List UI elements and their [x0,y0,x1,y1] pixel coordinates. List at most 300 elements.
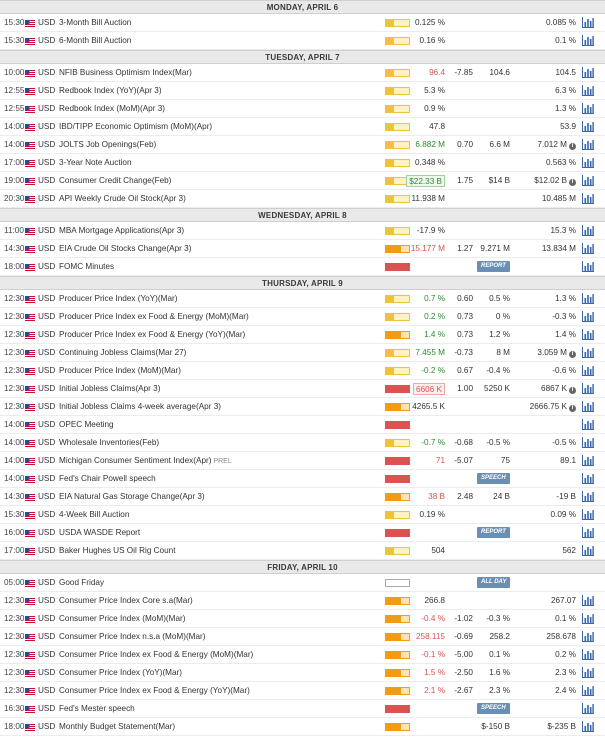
us-flag-icon [25,598,35,605]
info-icon[interactable]: i [569,405,576,412]
previous-text: $12.02 B [534,176,567,185]
bar-chart-icon[interactable] [582,613,594,624]
importance-indicator [385,141,410,149]
event-name-text: Wholesale Inventories(Feb) [59,438,160,447]
previous-text: 1.4 % [555,330,576,339]
event-name-text: Producer Price Index (MoM)(Mar) [59,366,181,375]
event-time: 12:30 [4,402,25,411]
actual-value: 0.7 % [424,294,445,303]
actual-value: 47.8 [429,122,445,131]
event-row[interactable] [0,470,605,488]
importance-fill [386,38,394,44]
day-header: WEDNESDAY, APRIL 8 [0,208,605,222]
event-row[interactable] [0,14,605,32]
importance-fill [386,494,401,500]
event-name-text: MBA Mortgage Applications(Apr 3) [59,226,185,235]
bar-chart-icon[interactable] [582,329,594,340]
event-currency: USD [38,578,56,587]
deviation-value: 0.73 [457,312,473,321]
event-name[interactable] [59,154,132,172]
event-row[interactable] [0,258,605,276]
importance-indicator [385,633,410,641]
event-row[interactable] [0,32,605,50]
event-row[interactable] [0,308,605,326]
us-flag-icon [25,38,35,45]
bar-chart-icon[interactable] [582,383,594,394]
event-time: 14:30 [4,492,25,501]
bar-chart-icon[interactable] [582,685,594,696]
bar-chart-icon[interactable] [582,293,594,304]
consensus-value: 8 M [496,348,510,357]
bar-chart-icon[interactable] [582,121,594,132]
consensus-value: 2.3 % [489,686,510,695]
event-row[interactable] [0,222,605,240]
event-name-text: Consumer Price Index ex Food & Energy (YoY)(Mar) [59,686,250,695]
event-currency: USD [38,614,56,623]
event-name[interactable] [59,100,165,118]
previous-value [552,362,576,380]
previous-value [555,100,576,118]
bar-chart-icon[interactable] [582,419,594,430]
event-name[interactable] [59,362,181,380]
us-flag-icon [25,368,35,375]
info-icon[interactable]: i [569,351,576,358]
importance-indicator [385,705,410,713]
previous-text: 0.1 % [555,614,576,623]
event-name-text: Consumer Price Index ex Food & Energy (MoM)(Mar) [59,650,254,659]
event-name-text: Producer Price Index ex Food & Energy (YoY)(Mar) [59,330,246,339]
bar-chart-icon[interactable] [582,491,594,502]
event-row[interactable] [0,506,605,524]
event-badge[interactable]: REPORT [477,261,510,272]
event-currency: USD [38,510,56,519]
event-row[interactable] [0,136,605,154]
event-name-text: Initial Jobless Claims 4-week average(Apr 3) [59,402,221,411]
event-time: 16:00 [4,528,25,537]
deviation-value: 0.73 [457,330,473,339]
bar-chart-icon[interactable] [582,545,594,556]
event-name[interactable] [59,664,182,682]
event-time: 14:00 [4,456,25,465]
event-time: 16:30 [4,704,25,713]
event-name[interactable] [59,326,245,344]
event-name-text: EIA Natural Gas Storage Change(Apr 3) [59,492,205,501]
event-name[interactable] [59,380,160,398]
bar-chart-icon[interactable] [582,437,594,448]
bar-chart-icon[interactable] [582,473,594,484]
event-name[interactable] [59,646,253,664]
actual-value: -0.2 % [421,366,445,375]
event-badge[interactable]: SPEECH [477,703,510,714]
previous-value [560,118,576,136]
event-row[interactable] [0,362,605,380]
event-name[interactable] [59,524,140,542]
event-row[interactable] [0,380,605,398]
day-header: THURSDAY, APRIL 9 [0,276,605,290]
day-header: FRIDAY, APRIL 10 [0,560,605,574]
event-row[interactable] [0,592,605,610]
event-name[interactable] [59,592,193,610]
importance-indicator [385,19,410,27]
event-name-text: NFIB Business Optimism Index(Mar) [59,68,192,77]
previous-value [555,682,576,700]
event-name[interactable] [59,136,156,154]
event-currency: USD [38,36,56,45]
event-name[interactable] [59,488,205,506]
event-name-text: Consumer Price Index n.s.a (MoM)(Mar) [59,632,206,641]
event-currency: USD [38,650,56,659]
previous-text: 10.485 M [541,194,576,203]
event-name-text: Redbook Index (YoY)(Apr 3) [59,86,162,95]
event-time: 14:00 [4,140,25,149]
us-flag-icon [25,196,35,203]
actual-value: 71 [435,456,445,465]
previous-text: 0.09 % [550,510,576,519]
event-name[interactable] [59,82,162,100]
us-flag-icon [25,350,35,357]
actual-value: 504 [431,546,445,555]
actual-value: 15.177 M [410,244,445,253]
event-row[interactable] [0,434,605,452]
event-currency: USD [38,294,56,303]
event-row[interactable] [0,290,605,308]
consensus-value: 1.2 % [489,330,510,339]
event-name[interactable] [59,470,156,488]
previous-text: 3.059 M [537,348,567,357]
event-time: 12:30 [4,596,25,605]
event-name[interactable] [59,308,249,326]
event-currency: USD [38,262,56,271]
event-name[interactable] [59,32,131,50]
event-name[interactable] [59,574,104,592]
event-row[interactable] [0,190,605,208]
event-currency: USD [38,366,56,375]
event-row[interactable] [0,718,605,736]
event-row[interactable] [0,100,605,118]
consensus-value: 0.1 % [489,650,510,659]
bar-chart-icon[interactable] [582,365,594,376]
event-time: 12:55 [4,86,25,95]
info-icon[interactable]: i [569,143,576,150]
event-row[interactable] [0,240,605,258]
prel-tag: PREL [213,458,232,465]
bar-chart-icon[interactable] [582,175,594,186]
event-row[interactable] [0,682,605,700]
event-row[interactable] [0,542,605,560]
importance-fill [386,88,394,94]
event-name-text: Initial Jobless Claims(Apr 3) [59,384,161,393]
previous-text: -0.6 % [552,366,576,375]
bar-chart-icon[interactable] [582,261,594,272]
importance-fill [386,404,401,410]
importance-indicator [385,579,410,587]
deviation-value: 2.48 [457,492,473,501]
deviation-value: -2.67 [454,686,473,695]
event-name[interactable] [59,718,175,736]
deviation-value: -0.69 [454,632,473,641]
event-name[interactable] [59,506,129,524]
bar-chart-icon[interactable] [582,103,594,114]
event-row[interactable] [0,326,605,344]
event-currency: USD [38,492,56,501]
event-currency: USD [38,704,56,713]
bar-chart-icon[interactable] [582,85,594,96]
event-time: 12:30 [4,632,25,641]
event-badge[interactable]: ALL DAY [477,577,510,588]
bar-chart-icon[interactable] [582,649,594,660]
consensus-value: -0.5 % [486,438,510,447]
bar-chart-icon[interactable] [582,157,594,168]
previous-text: 0.1 % [555,36,576,45]
previous-text: 104.5 [555,68,576,77]
bar-chart-icon[interactable] [582,139,594,150]
bar-chart-icon[interactable] [582,35,594,46]
importance-indicator [385,195,410,203]
previous-text: 0.563 % [545,158,576,167]
bar-chart-icon[interactable] [582,721,594,732]
bar-chart-icon[interactable] [582,67,594,78]
event-row[interactable] [0,82,605,100]
event-name[interactable] [59,700,135,718]
importance-fill [386,20,394,26]
event-name-text: Good Friday [59,578,105,587]
event-name[interactable] [59,14,131,32]
event-row[interactable] [0,488,605,506]
importance-fill [386,724,401,730]
actual-value: 0.19 % [419,510,445,519]
event-name[interactable] [59,222,184,240]
importance-fill [386,350,394,356]
event-time: 15:30 [4,18,25,27]
event-row[interactable] [0,574,605,592]
event-currency: USD [38,474,56,483]
event-currency: USD [38,348,56,357]
bar-chart-icon[interactable] [582,193,594,204]
event-badge[interactable]: SPEECH [477,473,510,484]
event-name-text: OPEC Meeting [59,420,114,429]
event-name-text: Continuing Jobless Claims(Mar 27) [59,348,187,357]
actual-value: 6.882 M [415,140,445,149]
importance-indicator [385,295,410,303]
event-currency: USD [38,104,56,113]
event-row[interactable] [0,524,605,542]
previous-text: 6867 K [541,384,567,393]
previous-text: 0.085 % [545,18,576,27]
event-time: 05:00 [4,578,25,587]
previous-value [555,290,576,308]
bar-chart-icon[interactable] [582,527,594,538]
importance-indicator [385,475,410,483]
importance-fill [386,548,394,554]
previous-text: 0.2 % [555,650,576,659]
consensus-value: 104.6 [489,68,510,77]
event-name[interactable] [59,628,206,646]
event-name[interactable] [59,452,232,471]
event-currency: USD [38,226,56,235]
actual-value: 0.2 % [424,312,445,321]
event-time: 15:30 [4,510,25,519]
event-row[interactable] [0,398,605,416]
event-time: 17:00 [4,158,25,167]
actual-value: -17.9 % [416,226,445,235]
deviation-value: -0.68 [454,438,473,447]
importance-indicator [385,227,410,235]
bar-chart-icon[interactable] [582,347,594,358]
event-row[interactable] [0,700,605,718]
event-row[interactable] [0,172,605,190]
event-name[interactable] [59,610,185,628]
event-name-text: Consumer Credit Change(Feb) [59,176,172,185]
bar-chart-icon[interactable] [582,703,594,714]
event-currency: USD [38,384,56,393]
event-name-text: IBD/TIPP Economic Optimism (MoM)(Apr) [59,122,213,131]
actual-value: 1.5 % [424,668,445,677]
previous-value [551,506,577,524]
us-flag-icon [25,404,35,411]
event-currency: USD [38,122,56,131]
event-name[interactable] [59,290,177,308]
previous-value [551,592,576,610]
importance-fill [386,512,394,518]
event-name[interactable] [59,172,171,190]
event-name[interactable] [59,344,186,362]
previous-value [556,64,577,82]
consensus-value: 24 B [493,492,510,501]
previous-value [555,326,576,344]
bar-chart-icon[interactable] [582,455,594,466]
us-flag-icon [25,634,35,641]
event-time: 12:30 [4,312,25,321]
us-flag-icon [25,20,35,27]
event-row[interactable] [0,610,605,628]
event-name[interactable] [59,542,176,560]
us-flag-icon [25,494,35,501]
previous-text: 13.834 M [541,244,576,253]
us-flag-icon [25,724,35,731]
actual-value: 266.8 [424,596,445,605]
actual-value: 96.4 [429,68,445,77]
deviation-value: -0.73 [454,348,473,357]
event-time: 20:30 [4,194,25,203]
day-header: MONDAY, APRIL 6 [0,0,605,14]
actual-value: 0.16 % [419,36,445,45]
event-name[interactable] [59,240,191,258]
previous-text: 2.4 % [555,686,576,695]
event-time: 14:00 [4,438,25,447]
actual-value: 2.1 % [424,686,445,695]
event-currency: USD [38,402,56,411]
event-row[interactable] [0,664,605,682]
event-row[interactable] [0,628,605,646]
us-flag-icon [25,264,35,271]
bar-chart-icon[interactable] [582,667,594,678]
importance-indicator [385,105,410,113]
event-row[interactable] [0,646,605,664]
us-flag-icon [25,616,35,623]
actual-value: 7.455 M [415,348,445,357]
event-row[interactable] [0,344,605,362]
event-name[interactable] [59,416,114,434]
importance-indicator [385,547,410,555]
event-time: 12:30 [4,614,25,623]
importance-indicator [385,529,410,537]
event-row[interactable] [0,154,605,172]
bar-chart-icon[interactable] [582,631,594,642]
event-time: 10:00 [4,68,25,77]
info-icon[interactable]: i [569,387,576,394]
previous-text: 2666.75 K [529,402,567,411]
event-name[interactable] [59,190,186,208]
us-flag-icon [25,178,35,185]
day-header: TUESDAY, APRIL 7 [0,50,605,64]
previous-value [555,646,576,664]
event-currency: USD [38,722,56,731]
bar-chart-icon[interactable] [582,401,594,412]
us-flag-icon [25,440,35,447]
importance-indicator [385,313,410,321]
event-name-text: Producer Price Index (YoY)(Mar) [59,294,178,303]
bar-chart-icon[interactable] [582,311,594,322]
event-row[interactable] [0,416,605,434]
deviation-value: -1.02 [454,614,473,623]
event-time: 14:00 [4,420,25,429]
bar-chart-icon[interactable] [582,17,594,28]
us-flag-icon [25,476,35,483]
importance-indicator [385,511,410,519]
event-row[interactable] [0,64,605,82]
previous-value [555,32,576,50]
event-time: 14:00 [4,122,25,131]
event-name[interactable] [59,434,159,452]
event-row[interactable] [0,452,605,470]
event-time: 12:30 [4,330,25,339]
importance-indicator [385,421,410,429]
event-name[interactable] [59,64,192,82]
event-name[interactable] [59,682,250,700]
event-name[interactable] [59,258,114,276]
deviation-value: -5.07 [454,456,473,465]
event-currency: USD [38,312,56,321]
actual-value: 4265.5 K [412,402,445,411]
us-flag-icon [25,142,35,149]
event-name-text: Consumer Price Index (YoY)(Mar) [59,668,183,677]
importance-indicator [385,439,410,447]
us-flag-icon [25,458,35,465]
event-time: 12:55 [4,104,25,113]
event-badge[interactable]: REPORT [477,527,510,538]
info-icon[interactable]: i [569,179,576,186]
event-currency: USD [38,194,56,203]
importance-fill [386,634,401,640]
event-currency: USD [38,686,56,695]
bar-chart-icon[interactable] [582,225,594,236]
bar-chart-icon[interactable] [582,595,594,606]
event-row[interactable] [0,118,605,136]
importance-indicator [385,403,410,411]
importance-indicator [385,493,410,501]
event-name[interactable] [59,118,212,136]
actual-value: $22.33 B [406,175,445,187]
importance-fill [386,598,401,604]
us-flag-icon [25,160,35,167]
us-flag-icon [25,88,35,95]
bar-chart-icon[interactable] [582,509,594,520]
event-name[interactable] [59,398,221,416]
event-name-text: Fed's Chair Powell speech [59,474,156,483]
importance-indicator [385,669,410,677]
bar-chart-icon[interactable] [582,243,594,254]
importance-indicator [385,367,410,375]
